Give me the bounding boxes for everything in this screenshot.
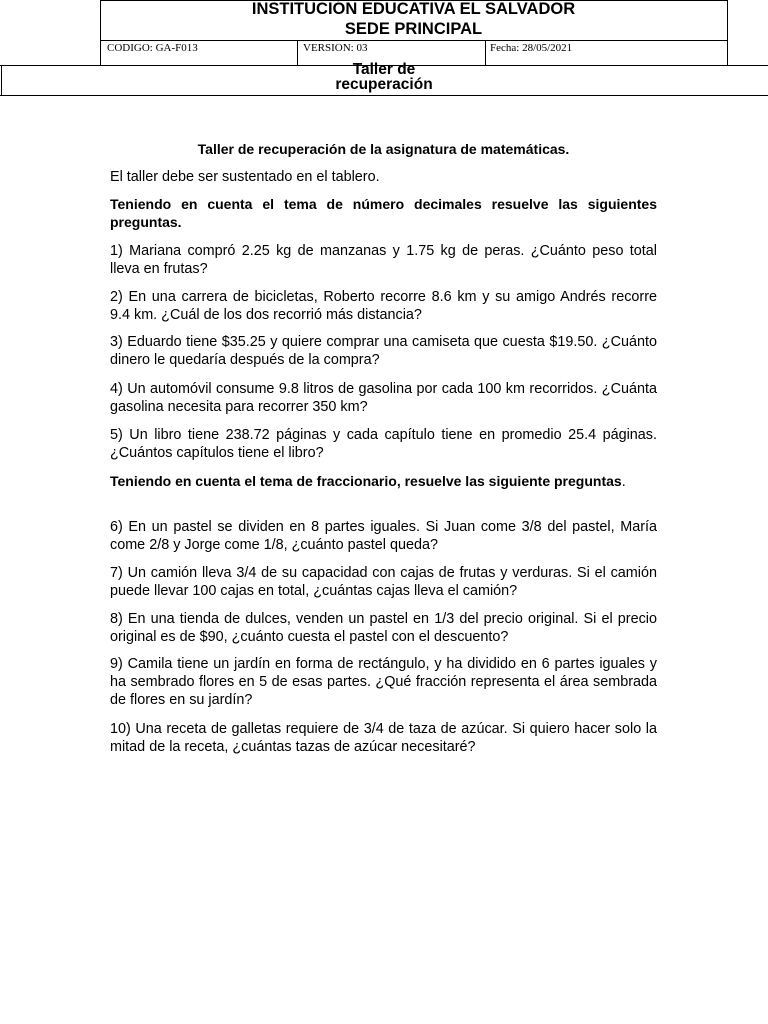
question-10: 10) Una receta de galletas requiere de 3/4 de taza de azúcar. Si quiero hacer solo la mitad de la receta, ¿cuántas tazas de azúcar necesitaré? [110, 721, 657, 755]
header-border-right [727, 0, 728, 66]
question-8: 8) En una tienda de dulces, venden un pastel en 1/3 del precio original. Si el precio original es de $90, ¿cuánto cuesta el pastel con el descuento? [110, 611, 657, 645]
question-5: 5) Un libro tiene 238.72 páginas y cada capítulo tiene en promedio 25.4 páginas. ¿Cuántos capítulos tiene el libro? [110, 427, 657, 461]
header-border-bottom [0, 95, 768, 96]
question-3: 3) Eduardo tiene $35.25 y quiere comprar una camiseta que cuesta $19.50. ¿Cuánto dinero le quedaría después de la compra? [110, 334, 657, 368]
title-line-1: Taller de [352, 61, 416, 78]
section-fractions-text: Teniendo en cuenta el tema de fraccionario, resuelve las siguiente preguntas [110, 473, 622, 489]
document-heading: Taller de recuperación de la asignatura de matemáticas. [197, 141, 570, 157]
question-7: 7) Un camión lleva 3/4 de su capacidad con cajas de frutas y verduras. Si el camión puede llevar 100 cajas en total, ¿cuántas cajas lleva el camión? [110, 565, 657, 599]
section-fractions-heading [110, 472, 657, 491]
question-4: 4) Un automóvil consume 9.8 litros de gasolina por cada 100 km recorridos. ¿Cuánta gasolina necesita para recorrer 350 km? [110, 381, 657, 415]
section-fractions-period: . [621, 474, 626, 490]
intro-text: El taller debe ser sustentado en el tablero. [110, 169, 380, 185]
version-cell: VERSION: 03 [303, 42, 368, 54]
sede-name: SEDE PRINCIPAL [344, 20, 483, 38]
question-1: 1) Mariana compró 2.25 kg de manzanas y 1.75 kg de peras. ¿Cuánto peso total lleva en frutas? [110, 243, 657, 277]
question-2: 2) En una carrera de bicicletas, Roberto recorre 8.6 km y su amigo Andrés recorre 9.4 km. ¿Cuál de los dos recorrió más distancia? [110, 289, 657, 323]
header-border-middle [100, 40, 727, 41]
fecha-cell: Fecha: 28/05/2021 [490, 42, 573, 54]
question-6: 6) En un pastel se dividen en 8 partes iguales. Si Juan come 3/8 del pastel, María come 2/8 y Jorge come 1/8, ¿cuánto pastel queda? [110, 519, 657, 553]
section-decimals-heading: Teniendo en cuenta el tema de número decimales resuelve las siguientes preguntas. [110, 196, 657, 230]
institution-name: INSTITUCIÓN EDUCATIVA EL SALVADOR [251, 0, 576, 18]
title-line-2: recuperación [335, 76, 433, 93]
codigo-cell: CODIGO: GA-F013 [107, 42, 198, 54]
question-9: 9) Camila tiene un jardín en forma de rectángulo, y ha dividido en 6 partes iguales y ha sembrado flores en 5 de esas partes. ¿Qué fracción representa el área sembrada de flores en su jardín? [110, 656, 657, 708]
